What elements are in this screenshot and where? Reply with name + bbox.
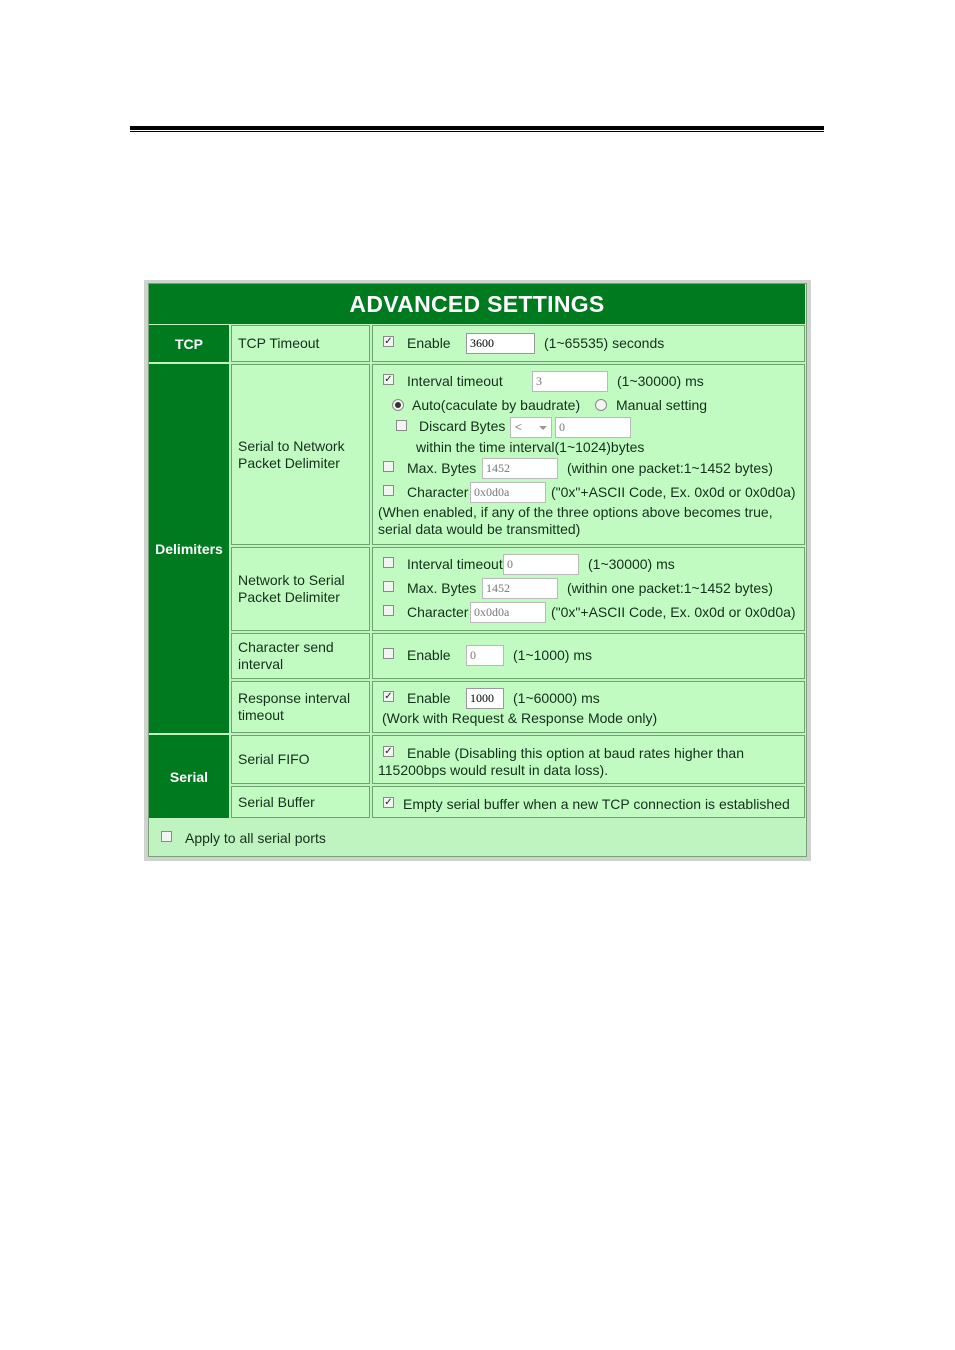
tcp-timeout-enable-label: Enable bbox=[407, 335, 451, 351]
n2s-maxbytes-checkbox[interactable] bbox=[383, 581, 394, 592]
tcp-timeout-hint: (1~65535) seconds bbox=[544, 335, 665, 351]
resp-interval-hint: (1~60000) ms bbox=[513, 690, 600, 706]
s2n-discard-hint: within the time interval(1~1024)bytes bbox=[416, 439, 645, 455]
s2n-auto-label: Auto(caculate by baudrate) bbox=[412, 397, 581, 413]
s2n-manual-radio[interactable] bbox=[595, 399, 607, 411]
n2s-interval-checkbox[interactable] bbox=[383, 557, 394, 568]
n2s-character-hint: ("0x"+ASCII Code, Ex. 0x0d or 0x0d0a) bbox=[551, 604, 796, 620]
s2n-interval-hint: (1~30000) ms bbox=[617, 373, 704, 389]
s2n-character-hint: ("0x"+ASCII Code, Ex. 0x0d or 0x0d0a) bbox=[551, 484, 796, 500]
label-n2s-line1: Network to Serial bbox=[238, 572, 345, 588]
char-send-enable-checkbox[interactable] bbox=[383, 648, 394, 659]
serial-buffer-checkbox[interactable]: ✓ bbox=[384, 797, 393, 808]
label-tcp-timeout-text: TCP Timeout bbox=[238, 335, 320, 351]
char-send-input[interactable]: 0 bbox=[466, 645, 504, 666]
resp-interval-note: (Work with Request & Response Mode only) bbox=[382, 710, 658, 726]
header-rule-thick bbox=[130, 126, 824, 130]
s2n-manual-label: Manual setting bbox=[616, 397, 708, 413]
label-response-interval-timeout bbox=[231, 681, 370, 733]
s2n-discard-select[interactable] bbox=[510, 417, 552, 438]
s2n-note-line2: serial data would be transmitted) bbox=[378, 521, 581, 537]
n2s-interval-label: Interval timeout bbox=[407, 556, 503, 572]
serial-fifo-text-line1: Enable (Disabling this option at baud rates higher than bbox=[407, 745, 744, 761]
label-tcp-timeout bbox=[231, 325, 370, 362]
s2n-character-input[interactable]: 0x0d0a bbox=[470, 482, 546, 503]
s2n-discard-label: Discard Bytes bbox=[419, 418, 506, 434]
advanced-settings-panel bbox=[144, 280, 811, 861]
n2s-interval-hint: (1~30000) ms bbox=[588, 556, 675, 572]
s2n-interval-label: Interval timeout bbox=[407, 373, 503, 389]
label-s2n-line1: Serial to Network bbox=[238, 437, 345, 454]
s2n-note-line1: (When enabled, if any of the three options above becomes true, bbox=[378, 504, 773, 520]
s2n-interval-checkbox[interactable]: ✓ bbox=[384, 374, 393, 385]
s2n-discard-checkbox[interactable] bbox=[396, 420, 407, 431]
s2n-character-checkbox[interactable] bbox=[383, 485, 394, 496]
s2n-maxbytes-input[interactable]: 1452 bbox=[482, 458, 558, 479]
label-char-send-line1: Character send bbox=[238, 639, 334, 655]
label-serial-buffer-text: Serial Buffer bbox=[238, 793, 315, 810]
s2n-maxbytes-label: Max. Bytes bbox=[407, 460, 477, 476]
label-serial-fifo bbox=[231, 735, 370, 784]
s2n-maxbytes-checkbox[interactable] bbox=[383, 461, 394, 472]
s2n-discard-select-value: < bbox=[515, 420, 523, 434]
char-send-enable-label: Enable bbox=[407, 647, 451, 663]
s2n-maxbytes-hint: (within one packet:1~1452 bytes) bbox=[567, 460, 773, 476]
n2s-character-label: Character bbox=[407, 604, 469, 620]
radio-selected-dot bbox=[395, 402, 401, 408]
header-rule-thin bbox=[130, 131, 824, 132]
resp-interval-enable-label: Enable bbox=[407, 690, 451, 706]
tcp-timeout-enable-checkbox[interactable]: ✓ bbox=[384, 336, 393, 347]
label-character-send-interval bbox=[231, 633, 370, 679]
s2n-discard-input[interactable]: 0 bbox=[555, 417, 631, 438]
n2s-maxbytes-input[interactable]: 1452 bbox=[482, 578, 558, 599]
label-serial-buffer bbox=[231, 786, 370, 818]
serial-fifo-text-line2: 115200bps would result in data loss). bbox=[378, 762, 609, 778]
n2s-maxbytes-hint: (within one packet:1~1452 bytes) bbox=[567, 580, 773, 596]
s2n-interval-input[interactable]: 3 bbox=[532, 371, 608, 392]
label-n2s-line2: Packet Delimiter bbox=[238, 589, 340, 605]
apply-all-label: Apply to all serial ports bbox=[185, 830, 326, 846]
n2s-maxbytes-label: Max. Bytes bbox=[407, 580, 477, 596]
apply-all-checkbox[interactable] bbox=[161, 831, 172, 842]
group-delimiters: Delimiters bbox=[149, 364, 229, 733]
s2n-auto-radio[interactable] bbox=[392, 399, 404, 411]
group-serial: Serial bbox=[149, 735, 229, 818]
group-tcp: TCP bbox=[149, 325, 229, 362]
label-resp-line1: Response interval bbox=[238, 690, 351, 706]
n2s-interval-input[interactable]: 0 bbox=[503, 554, 579, 575]
n2s-character-input[interactable]: 0x0d0a bbox=[470, 602, 546, 623]
resp-interval-enable-checkbox[interactable]: ✓ bbox=[384, 691, 393, 702]
label-serial-fifo-text: Serial FIFO bbox=[238, 751, 310, 767]
tcp-timeout-input[interactable]: 3600 bbox=[466, 333, 535, 354]
label-serial-to-network bbox=[231, 364, 370, 545]
serial-buffer-text: Empty serial buffer when a new TCP connection is established bbox=[403, 796, 790, 812]
chevron-down-icon bbox=[539, 426, 547, 430]
char-send-hint: (1~1000) ms bbox=[513, 647, 592, 663]
label-char-send-line2: interval bbox=[238, 656, 284, 672]
label-resp-line2: timeout bbox=[238, 707, 284, 723]
panel-title: ADVANCED SETTINGS bbox=[149, 284, 805, 324]
s2n-character-label: Character bbox=[407, 484, 469, 500]
label-network-to-serial bbox=[231, 547, 370, 631]
n2s-character-checkbox[interactable] bbox=[383, 605, 394, 616]
serial-fifo-checkbox[interactable]: ✓ bbox=[384, 746, 393, 757]
label-s2n-line2: Packet Delimiter bbox=[238, 454, 340, 471]
resp-interval-input[interactable]: 1000 bbox=[466, 688, 504, 709]
